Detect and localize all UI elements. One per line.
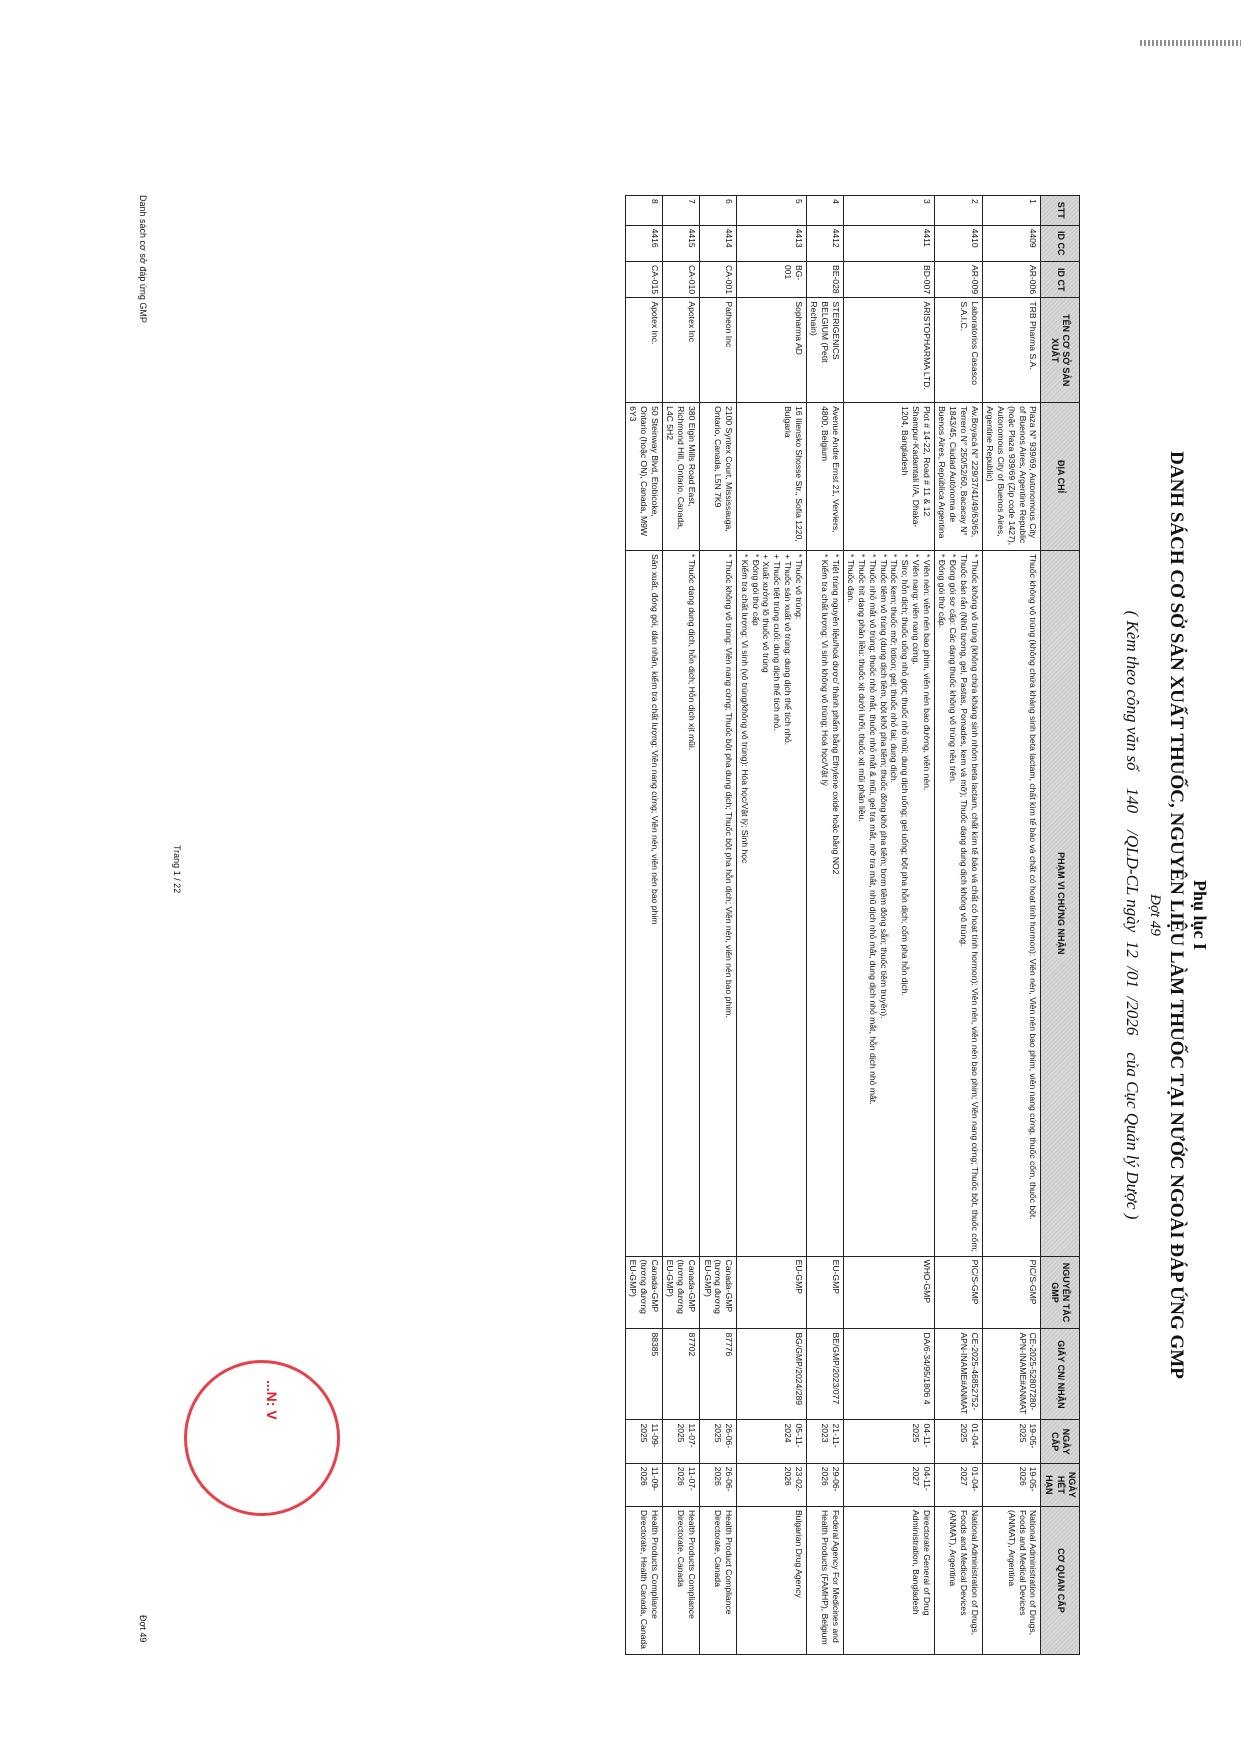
doc-day: 12 [1123, 940, 1142, 958]
cell-id-ct: AR-006 [982, 261, 1041, 297]
cell-name: Patheon Inc [699, 298, 736, 403]
footer-batch: Đợt 49 [138, 1615, 148, 1643]
scope-line: + Xuất xưởng lô thuốc vô trùng [761, 554, 772, 673]
cell-principle: Canada-GMP (tương đương EU-GMP) [699, 1256, 736, 1329]
appendix-label: Phụ lục I [1190, 879, 1210, 951]
cell-authority: Federal Agency For Medicines and Health Products (FAMHP), Belgium [806, 1506, 843, 1654]
cell-principle: Canada-GMP (tương đương EU-GMP) [625, 1256, 662, 1329]
cell-scope [737, 551, 806, 1257]
cell-expiry: 29-06-2026 [806, 1463, 843, 1506]
table-row [806, 196, 843, 1655]
cell-cert: CE-2025-46852752-APN-INAME#ANMAT [934, 1329, 982, 1420]
stamp-text: ...N: V [264, 1380, 280, 1420]
scope-line: * Thuốc không vô trùng: Viên nang cứng; Thuốc bột pha dung dịch; Thuốc bột pha hỗn dịch; Viên nén, viên nén bao phim. [724, 554, 735, 1018]
cell-authority: National Administration of Drugs, Foods and Medical Devices (ANMAT), Argentina [934, 1506, 982, 1654]
cell-id-cc: 4410 [934, 225, 982, 261]
col-name: TÊN CƠ SỞ SẢN XUẤT [1041, 298, 1080, 403]
cell-name: Apotex Inc [662, 298, 699, 403]
cell-cert: BG/GMP/2024/289 [737, 1329, 806, 1420]
doc-code: /QLD-CL ngày [1123, 830, 1142, 933]
cell-issued: 11-09-2025 [625, 1420, 662, 1463]
cell-id-cc: 4409 [982, 225, 1041, 261]
scope-line: * Thuốc tiêm vô trùng (dung dịch tiêm, bột khô pha tiêm; thuốc đông khô pha tiêm; bơm tiêm đóng sẵn; thuốc tiêm truyền). [878, 554, 889, 1019]
cell-stt: 4 [806, 196, 843, 226]
cell-address: Plot # 14-22, Road # 11 & 12 Shampur-Kadamtali I/A, Dhaka-1204, Bangladesh [843, 403, 934, 551]
cell-expiry: 19-05-2026 [982, 1463, 1041, 1506]
cell-scope [843, 551, 934, 1257]
doc-month: /01 [1123, 966, 1142, 989]
col-cert: GIẤY CN/ NHẬN [1041, 1329, 1080, 1420]
col-authority: CƠ QUAN CẤP [1041, 1506, 1080, 1654]
cell-id-ct: CA-010 [662, 261, 699, 297]
cell-id-ct: AR-009 [934, 261, 982, 297]
footer-left: Danh sách cơ sở đáp ứng GMP [138, 195, 148, 323]
cell-authority: National Administration of Drugs, Foods and Medical Devices (ANMAT), Argentina [982, 1506, 1041, 1654]
scope-line: * Siro; hỗn dịch; thuốc uống nhỏ giọt; thuốc nhỏ mũi; dung dịch uống; gel uống; bột pha hỗn dịch; cốm pha hỗn dịch. [900, 554, 911, 996]
cell-authority: Health Products Compliance Directorate, Health Canada, Canada [625, 1506, 662, 1654]
cell-principle: Canada-GMP (tương đương EU-GMP) [662, 1256, 699, 1329]
cell-issued: 04-11-2025 [843, 1420, 934, 1463]
cell-id-ct: BE-028 [806, 261, 843, 297]
scope-line: Sản xuất, đóng gói, dán nhãn, kiểm tra chất lượng: Viên nang cứng; Viên nén, viên nén bao phim [649, 554, 660, 925]
table-header-row [1041, 196, 1080, 1655]
cell-stt: 5 [737, 196, 806, 226]
cell-authority: Health Product Compliance Directorate, Canada [699, 1506, 736, 1654]
cell-id-cc: 4413 [737, 225, 806, 261]
cell-scope [806, 551, 843, 1257]
cell-name: Sopharma AD [737, 298, 806, 403]
col-issued: NGÀY CẤP [1041, 1420, 1080, 1463]
col-expiry: NGÀY HẾT HẠN [1041, 1463, 1080, 1506]
cell-cert: 88385 [625, 1329, 662, 1420]
cell-name: STERIGENICS BELGIUM (Petit Rechain) [806, 298, 843, 403]
scope-line: + Thuốc tiệt trùng cuối: dung dịch thể tích nhỏ. [772, 554, 783, 731]
table-row [982, 196, 1041, 1655]
cell-stt: 7 [662, 196, 699, 226]
document-title: DANH SÁCH CƠ SỞ SẢN XUẤT THUỐC, NGUYÊN LIỆU LÀM THUỐC TẠI NƯỚC NGOÀI ĐÁP ỨNG GMP [1166, 451, 1187, 1379]
scope-line: * Thuốc không vô trùng (không chứa kháng sinh nhóm beta lactam, chất kìm tế bào và chất có hoạt tính hormon): Viên nén, viên nén bao phim; Viên nang cứng; Thuốc bột, thuốc cốm; Thuốc bán rắn (Nhũ tương, gel, Pastas, Pomades, kem và mỡ); Thuốc dạng dung dịch không vô trùng. [958, 554, 980, 1252]
red-seal-stamp [184, 1360, 340, 1516]
scope-line: * Thuốc dạng dung dịch, hỗn dịch; Hỗn dịch xịt mũi. [686, 554, 697, 751]
scope-line: * Thuốc hít dạng phân liều: thuốc xịt dưới lưỡi, thuốc xịt mũi phân liều. [857, 554, 868, 822]
cell-issued: 19-05-2025 [982, 1420, 1041, 1463]
scope-line: * Thuốc nhỏ mắt vô trùng: thuốc nhỏ mắt, thuốc nhỏ mắt & mũi, gel tra mắt, mỡ tra mắt, nhũ dịch nhỏ mắt, dung dịch nhỏ mắt, hỗn dịch nhỏ mắt. [867, 554, 878, 1105]
table-row [843, 196, 934, 1655]
scope-line: * Kiểm tra chất lượng: Vi sinh (vô trùng/không vô trùng): Hóa học/Vật lý; Sinh học [739, 554, 750, 864]
scope-line: * Kiểm tra chất lượng: Vi sinh không vô trùng; Hoá học/Vật lý [820, 554, 831, 786]
cell-issued: 26-06-2025 [699, 1420, 736, 1463]
scope-line: * Thuốc vô trùng: [793, 554, 804, 620]
table-row [699, 196, 736, 1655]
title-block [1122, 155, 1210, 1675]
cell-cert: BE/GMP/2023/077 [806, 1329, 843, 1420]
col-principle: NGUYÊN TẮC GMP [1041, 1256, 1080, 1329]
cell-principle: EU-GMP [737, 1256, 806, 1329]
col-scope: PHẠM VI CHỨNG NHẬN [1041, 551, 1080, 1257]
cell-principle: PIC/S-GMP [982, 1256, 1041, 1329]
cell-expiry: 01-04-2027 [934, 1463, 982, 1506]
cell-scope [625, 551, 662, 1257]
cell-principle: WHO-GMP [843, 1256, 934, 1329]
scope-line: * Thuốc kem; thuốc mỡ; lotion; gel; thuốc nhỏ tai; dung dịch. [889, 554, 900, 784]
cell-address: 50 Steinway Blvd, Etobicoke, Ontario (hoặc ON), Canada, M9W 6Y3 [625, 403, 662, 551]
cell-stt: 8 [625, 196, 662, 226]
cell-cert: DA/6-34/95/1806 4 [843, 1329, 934, 1420]
cell-stt: 2 [934, 196, 982, 226]
cell-issued: 21-11-2023 [806, 1420, 843, 1463]
col-address: ĐỊA CHỈ [1041, 403, 1080, 551]
cell-id-cc: 4416 [625, 225, 662, 261]
cell-issued: 05-11-2024 [737, 1420, 806, 1463]
cell-address: 380 Elgin Mills Road East, Richmond Hill, Ontario, Canada, L4C 5H2 [662, 403, 699, 551]
cell-authority: Health Products Compliance Directorate, Canada [662, 1506, 699, 1654]
page-number: Trang 1 / 22 [172, 845, 182, 894]
batch-label: Đợt 49 [1147, 894, 1163, 936]
cell-address: 2100 Syntex Court, Mississauga, Ontario, Canada, L5N 7K9 [699, 403, 736, 551]
scope-line: * Đóng gói sơ cấp: Các dạng thuốc không vô trùng nêu trên. [948, 554, 959, 784]
table-row [737, 196, 806, 1655]
cell-id-ct: CA-001 [699, 261, 736, 297]
cell-expiry: 23-02-2026 [737, 1463, 806, 1506]
scope-line: * Viên nén: viên nén bao phim, viên nén bao đường, viên nén. [921, 554, 932, 791]
col-id-ct: ID CT [1041, 261, 1080, 297]
cell-id-cc: 4414 [699, 225, 736, 261]
scan-artifact [1140, 40, 1241, 46]
cell-expiry: 11-07-2026 [662, 1463, 699, 1506]
cell-principle: EU-GMP [806, 1256, 843, 1329]
cell-name: TRB Pharma S.A. [982, 298, 1041, 403]
cell-issued: 11-07-2025 [662, 1420, 699, 1463]
cell-scope [982, 551, 1041, 1257]
table-row [934, 196, 982, 1655]
scope-line: * Đóng gói thứ cấp. [937, 554, 948, 629]
cell-name: Apotex Inc. [625, 298, 662, 403]
cell-id-cc: 4411 [843, 225, 934, 261]
col-stt: STT [1041, 196, 1080, 226]
cell-issued: 01-04-2025 [934, 1420, 982, 1463]
cell-id-cc: 4412 [806, 225, 843, 261]
cell-id-ct: BG-001 [737, 261, 806, 297]
scope-line: + Thuốc sản xuất vô trùng: dung dịch thể tích nhỏ. [782, 554, 793, 746]
cell-id-ct: CA-015 [625, 261, 662, 297]
cell-name: Laboratorios Casasco S.A.I.C. [934, 298, 982, 403]
scope-line: * Thuốc đạn. [846, 554, 857, 603]
issuer: của Cục Quản lý Dược ) [1123, 1052, 1142, 1220]
scope-line: * Tiệt trùng nguyên liệu/hoá dược/ thành phẩm bằng Ethylene oxide hoặc bằng NO2 [830, 554, 841, 875]
attach-prefix: ( Kèm theo công văn số [1123, 610, 1142, 771]
cell-expiry: 11-09-2026 [625, 1463, 662, 1506]
cell-address: Plaza N° 939/69, Autonomous City of Buenos Aires, Argentine Republic (hoặc Plaza 939/69 (Zip code 1427), Autonomous City of Buenos Aires, Argentine Republic) [982, 403, 1041, 551]
cell-expiry: 26-06-2026 [699, 1463, 736, 1506]
cell-cert: 87702 [662, 1329, 699, 1420]
cell-name: ARISTOPHARMA LTD. [843, 298, 934, 403]
table-row [625, 196, 662, 1655]
cell-stt: 3 [843, 196, 934, 226]
gmp-table [625, 195, 1080, 1655]
scope-line: * Viên nang: viên nang cứng. [910, 554, 921, 665]
cell-principle: PIC/S-GMP [934, 1256, 982, 1329]
cell-authority: Bulgarian Drug Agency [737, 1506, 806, 1654]
reference-line [1122, 155, 1142, 1675]
cell-scope [934, 551, 982, 1257]
cell-id-cc: 4415 [662, 225, 699, 261]
col-id-cc: ID CC [1041, 225, 1080, 261]
cell-cert: 87776 [699, 1329, 736, 1420]
cell-address: Av.Boyacá N° 229/37/41/49/63/65, Terrero N° 250/52/60, Bacacay N° 1843/45, Ciudad Autónoma de Buenos Aires, República Argentina [934, 403, 982, 551]
doc-number: 140 [1123, 787, 1142, 814]
cell-authority: Directorate General of Drug Administration, Bangladesh [843, 1506, 934, 1654]
scope-line: Thuốc không vô trùng (không chứa kháng sinh beta lactam, chất kìm tế bào và chất có hoạt tính hormon): Viên nén, Viên nén bao phim, viên nang cứng, thuốc cốm, thuốc bột. [1028, 554, 1039, 1220]
cell-id-ct: BD-007 [843, 261, 934, 297]
document-sheet [120, 155, 1210, 1675]
cell-address: 16 Iliensko Shosse Str., Sofia 1220, Bulgaria [737, 403, 806, 551]
cell-scope [699, 551, 736, 1257]
table-body [625, 196, 1041, 1655]
cell-address: Avenue Andre Ernst 21, Verviers, 4800, Belgium [806, 403, 843, 551]
cell-stt: 6 [699, 196, 736, 226]
table-row [662, 196, 699, 1655]
doc-year: /2026 [1123, 996, 1142, 1036]
scope-line: * Đóng gói thứ cấp [750, 554, 761, 626]
cell-scope [662, 551, 699, 1257]
cell-expiry: 04-11-2027 [843, 1463, 934, 1506]
cell-cert: CE-2025-52807280-APN-INAME#ANMAT [982, 1329, 1041, 1420]
cell-stt: 1 [982, 196, 1041, 226]
